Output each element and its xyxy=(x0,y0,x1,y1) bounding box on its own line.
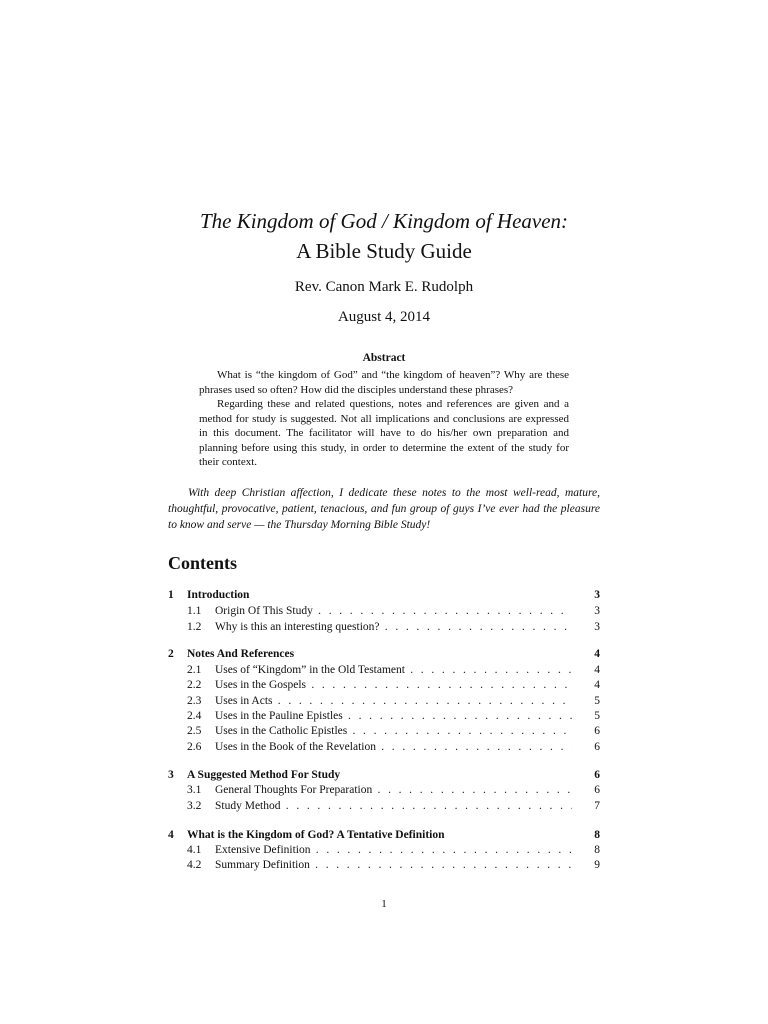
toc-subsection-3-2[interactable] xyxy=(168,798,600,814)
toc-number: 1 xyxy=(168,589,174,601)
abstract xyxy=(199,368,569,470)
toc-page: 5 xyxy=(594,695,600,707)
toc-title: Uses in the Pauline Epistles . . . xyxy=(215,708,572,724)
abstract-paragraph: Regarding these and related questions, notes and references are given and a method for study is suggested. Not all implications and conclusions are expressed in this document. The facilitator will have to do his/her own preparation and planning before using this study, in order to determine the extent of the study for their context. xyxy=(199,398,569,468)
toc-page: 5 xyxy=(594,710,600,722)
toc-title: Uses in Acts . . . xyxy=(215,693,572,709)
toc-subsection-2-3[interactable] xyxy=(168,693,600,709)
toc-section-3[interactable] xyxy=(168,767,600,783)
toc-subsection-1-1[interactable] xyxy=(168,603,600,619)
toc-section-4[interactable] xyxy=(168,827,600,843)
toc-page: 6 xyxy=(594,769,600,781)
toc-subsection-2-5[interactable] xyxy=(168,723,600,739)
toc-number: 4.2 xyxy=(187,859,202,871)
toc-page: 6 xyxy=(594,741,600,753)
abstract-paragraph: What is “the kingdom of God” and “the kingdom of heaven”? Why are these phrases used so often? How did the disciples understand these phrases? xyxy=(199,369,569,396)
toc-title: Extensive Definition . . . xyxy=(215,842,572,858)
toc-title: Origin Of This Study . . . xyxy=(215,603,572,619)
toc-number: 2.2 xyxy=(187,679,202,691)
toc-subsection-2-6[interactable] xyxy=(168,739,600,755)
toc-number: 2.3 xyxy=(187,695,202,707)
toc-page: 3 xyxy=(594,621,600,633)
toc-title: Notes And References xyxy=(187,648,295,660)
toc-subsection-2-2[interactable] xyxy=(168,677,600,693)
toc-page: 8 xyxy=(594,844,600,856)
abstract-heading: Abstract xyxy=(362,352,406,364)
toc-title: What is the Kingdom of God? A Tentative Definition xyxy=(187,829,445,841)
document-title: The Kingdom of God / Kingdom of Heaven: xyxy=(199,209,569,233)
toc-title: A Suggested Method For Study xyxy=(187,769,341,781)
toc-title: Uses in the Gospels . . . xyxy=(215,677,572,693)
toc-page: 4 xyxy=(594,679,600,691)
toc-page: 4 xyxy=(594,664,600,676)
page-number: 1 xyxy=(381,898,387,910)
document-subtitle: A Bible Study Guide xyxy=(296,239,472,263)
toc-number: 3 xyxy=(168,769,174,781)
toc-number: 3.1 xyxy=(187,784,202,796)
toc-page: 8 xyxy=(594,829,600,841)
toc-number: 2.4 xyxy=(187,710,202,722)
toc-subsection-1-2[interactable] xyxy=(168,619,600,635)
contents-heading: Contents xyxy=(168,553,238,573)
toc-number: 2 xyxy=(168,648,174,660)
toc-number: 2.1 xyxy=(187,664,202,676)
toc-page: 6 xyxy=(594,784,600,796)
toc-number: 2.6 xyxy=(187,741,202,753)
toc-section-2[interactable] xyxy=(168,646,600,662)
toc-number: 1.2 xyxy=(187,621,202,633)
toc-page: 3 xyxy=(594,589,600,601)
toc-page: 4 xyxy=(594,648,600,660)
toc-number: 4.1 xyxy=(187,844,202,856)
toc-subsection-4-2[interactable] xyxy=(168,857,600,873)
toc-number: 3.2 xyxy=(187,800,202,812)
toc-subsection-2-4[interactable] xyxy=(168,708,600,724)
toc-number: 1.1 xyxy=(187,605,202,617)
toc-subsection-3-1[interactable] xyxy=(168,782,600,798)
toc-title: Why is this an interesting question? . . . xyxy=(215,619,572,635)
toc-title: Uses in the Catholic Epistles . . . xyxy=(215,723,572,739)
toc-page: 6 xyxy=(594,725,600,737)
toc-page: 3 xyxy=(594,605,600,617)
toc-title: Uses in the Book of the Revelation . . . xyxy=(215,739,572,755)
dedication: With deep Christian affection, I dedicate these notes to the most well-read, mature, thoughtful, provocative, patient, tenacious, and fun group of guys I’ve ever had the pleasure to know and serve — the Thursday Morning Bible Study! xyxy=(168,487,600,531)
toc-subsection-2-1[interactable] xyxy=(168,662,600,678)
toc-title: Introduction xyxy=(187,589,250,601)
toc-section-1[interactable] xyxy=(168,587,600,603)
toc-number: 4 xyxy=(168,829,174,841)
toc-number: 2.5 xyxy=(187,725,202,737)
toc-title: Study Method . . . xyxy=(215,798,572,814)
author: Rev. Canon Mark E. Rudolph xyxy=(294,279,474,295)
date: August 4, 2014 xyxy=(337,309,431,325)
toc-title: General Thoughts For Preparation . . . xyxy=(215,782,572,798)
toc-title: Uses of “Kingdom” in the Old Testament . . . xyxy=(215,662,572,678)
toc-page: 9 xyxy=(594,859,600,871)
toc-title: Summary Definition . . . xyxy=(215,857,572,873)
toc-subsection-4-1[interactable] xyxy=(168,842,600,858)
toc-page: 7 xyxy=(594,800,600,812)
